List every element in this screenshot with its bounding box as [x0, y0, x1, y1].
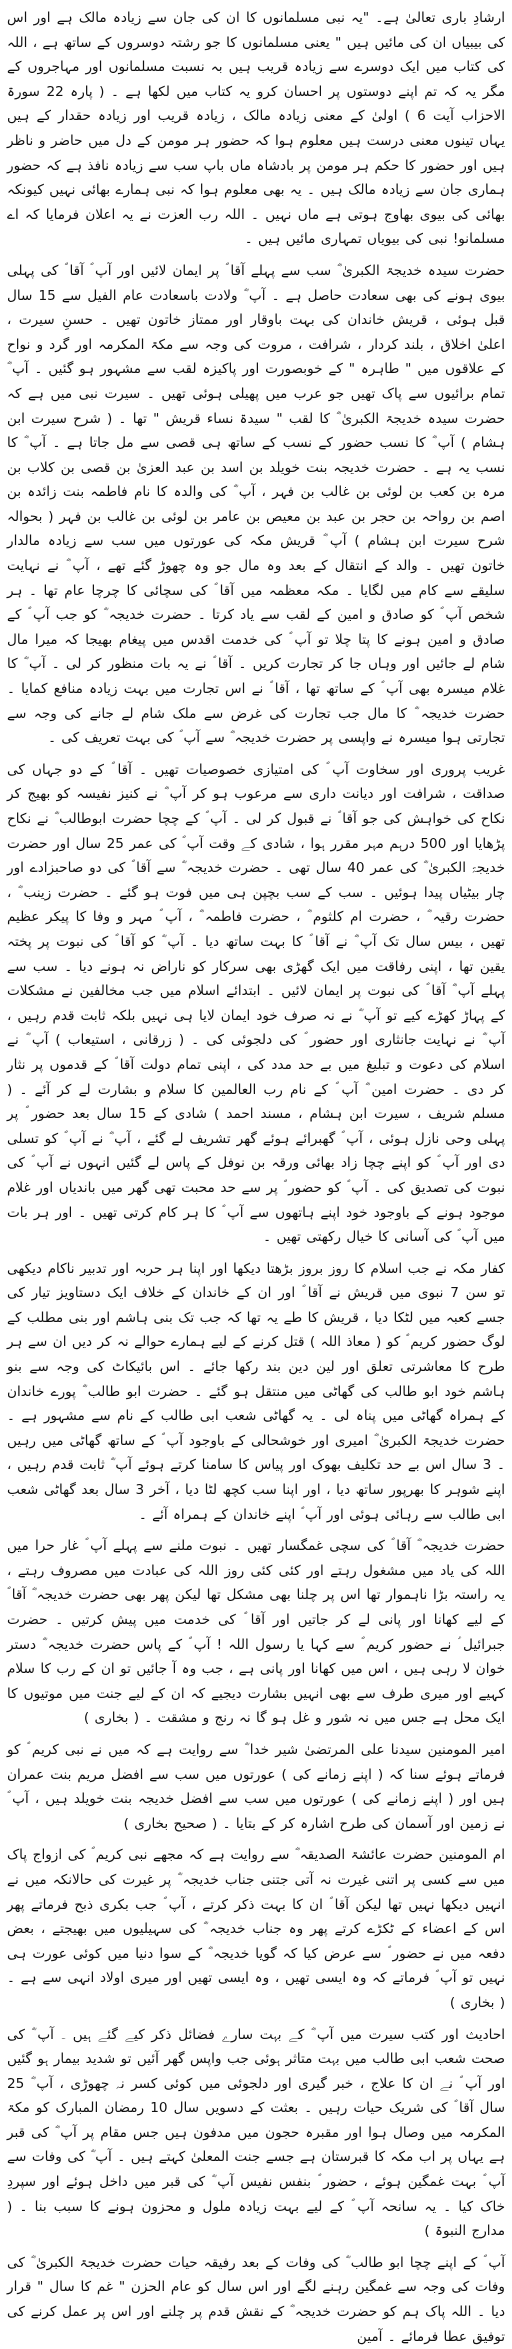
article-paragraph: کفار مکہ نے جب اسلام کا روز بروز بڑھتا دیکھا اور اپنا ہر حربہ اور تدبیر ناکام دیکھی تو سن 7 نبوی میں قریش نے آقا ؐ اور ان کے خاندان کے خلاف ایک دستاویز تیار کی جسے کعبہ میں لٹکا دیا ، قریش کا طے یہ تھا کہ جب تک بنی ہاشم اور بنی مطلب کے لوگ حضور کریم ؐ کو ( معاذ اللہ ) قتل کرنے کے لیے ہمارے حوالے نہ کر دیں ان سے ہر طرح کا معاشرتی تعلق اور لین دین بند رکھا جائے ۔ اس بائیکاٹ کی وجہ سے بنو ہاشم خود ابو طالب کی گھاٹی میں منتقل ہو گئے ۔ حضرت ابو طالب ؓ پورے خاندان کے ہمراہ گھاٹی میں پناہ لی ۔ یہ گھاٹی شعب ابی طالب کے نام سے مشہور ہے ۔ حضرت خدیجۃ الکبریٰ ؓ امیری اور خوشحالی کے باوجود آپ ؐ کے ساتھ گھاٹی میں رہیں ۔ 3 سال اس بے حد تکلیف بھوک اور پیاس کا سامنا کرتے ہوئے آپ ؓ ثابت قدم رہیں ، اپنے شوہر کا بھرپور ساتھ دیا ، اور اپنا سب کچھ لٹا دیا ، آخر 3 سال بعد گھاٹی شعب ابی طالب سے رہائی ہوئی اور آپ ؐ اپنے خاندان کے ہمراہ آئے ۔ [7, 1260, 506, 1523]
article-paragraph: ام المومنین حضرت عائشۃ الصدیقہ ؓ سے روایت ہے کہ مجھے نبی کریم ؐ کی ازواج پاک میں سے کسی پر اتنی غیرت نہ آتی جتنی جناب خدیجہ ؓ پر غیرت کی حالانکہ میں نے انہیں دیکھا نہیں تھا لیکن آقا ؐ ان کا بہت ذکر کرتے ، آپ ؐ جب بکری ذبح فرماتے پھر اس کے اعضاء کے ٹکڑے کرتے پھر وہ جناب خدیجہ ؓ کی سہیلیوں میں بھیجتے ، بعض دفعہ میں نے حضور ؐ سے عرض کیا کہ گویا خدیجہ ؓ کے سوا دنیا میں کوئی عورت ہی نہیں تو آپ ؐ فرماتے کہ وہ ایسی تھیں ، وہ ایسی تھیں اور میری اولاد انہی سے ہے ۔ ( بخاری ) [7, 1847, 505, 2011]
article-paragraph: ارشادِ باری تعالیٰ ہے۔ "یہ نبی مسلمانوں کا ان کی جان سے زیادہ مالک ہے اور اس کی بیبیاں ان کی مائیں ہیں " یعنی مسلمانوں کا جو رشتہ دوسروں کے ساتھ ہے ، اللہ کی کتاب میں ایک دوسرے سے زیادہ قریب ہیں بہ نسبت مسلمانوں اور مہاجروں کے مگر یہ کہ تم اپنے دوستوں پر احسان کرو یہ کتاب میں لکھا ہے ۔ ( پارہ 22 سورۃ الاحزاب آیت 6 ) اولیٰ کے معنی زیادہ مالک ، زیادہ قریب اور زیادہ حقدار کے ہیں یہاں تینوں معنی درست ہیں معلوم ہوا کہ حضور ہر مومن کے دل میں حاضر و ناظر ہیں اور حضور کا حکم ہر مومن پر بادشاہ ماں باپ سب سے زیادہ نافذ ہے کہ حضور ہماری جان سے زیادہ مالک ہیں ۔ یہ بھی معلوم ہوا کہ نبی ہمارے بھائی نہیں کیونکہ بھائی کی بیوی بھاوج ہوتی ہے ماں نہیں ۔ اللہ رب العزت نے یہ اعلان فرمایا کہ اے مسلمانو! نبی کی بیویاں تمہاری مائیں ہیں ۔ [7, 10, 506, 248]
article-paragraph: حضرت سیدہ خدیجۃ الکبریٰ ؓ سب سے پہلے آقا ؐ پر ایمان لائیں اور آپ ؐ آقا ؐ کی پہلی بیوی ہونے کی بھی سعادت حاصل ہے ۔ آپ ؓ ولادت باسعادت عام الفیل سے 15 سال قبل ہوئی ، قریش خاندان کی بہت باوقار اور ممتاز خاتون تھیں ۔ حسنِ سیرت ، اعلیٰ اخلاق ، بلند کردار ، شرافت ، مروت کی وجہ سے مکۃ المکرمہ اور گرد و نواح کے علاقوں میں " طاہرہ " کے خوبصورت اور پاکیزہ لقب سے مشہور ہو گئیں ۔ آپ ؓ تمام برائیوں سے پاک تھیں جو عرب میں پھیلی ہوئی تھیں ۔ سیرت نبی میں ہے کہ حضرت سیدہ خدیجۃ الکبریٰ ؓ کا لقب " سیدۃ نساء قریش " تھا ۔ ( شرح سیرت ابن ہشام ) آپ ؓ کا نسب حضور کے نسب کے ساتھ ہی قصی سے مل جاتا ہے ۔ آپ ؓ کا نسب یہ ہے ۔ حضرت خدیجہ بنت خویلد بن اسد بن عبد العزیٰ بن قصی بن کلاب بن مرہ بن کعب بن لوئی بن غالب بن فہر ، آپ ؓ کی والدہ کا نام فاطمہ بنت زائدہ بن اصم بن رواحہ بن حجر بن عبد بن معیص بن عامر بن لوئی بن غالب بن فہر ( بحوالہ شرح سیرت ابن ہشام ) آپ ؓ قریش مکہ کی عورتوں میں سب سے زیادہ مالدار خاتون تھیں ۔ والد کے انتقال کے بعد وہ مال جو وہ چھوڑ گئے تھے ، آپ ؓ نے نہایت سلیقے سے کام میں لگایا ۔ مکہ معظمہ میں آقا ؐ کی سچائی کا چرچا عام تھا ۔ ہر شخص آپ ؐ کو صادق و امین کے لقب سے یاد کرتا ۔ حضرت خدیجہ ؓ کو جب آپ ؐ کے صادق و امین ہونے کا پتا چلا تو آپ ؐ کی خدمت اقدس میں پیغام بھیجا کہ میرا مال شام لے جائیں اور وہاں جا کر تجارت کریں ۔ آقا ؐ نے یہ بات منظور کر لی ۔ آپ ؓ کا غلام میسرہ بھی آپ ؐ کے ساتھ تھا ، آقا ؐ نے اس تجارت میں بہت زیادہ منافع کمایا ۔ حضرت خدیجہ ؓ کا مال جب تجارت کی غرض سے ملک شام لے جانے کی وجہ سے تجارتی ہوا میسرہ نے واپسی پر حضرت خدیجہ ؓ سے آپ ؐ کی بہت تعریف کی ۔ [7, 262, 505, 747]
article-paragraph: غریب پروری اور سخاوت آپ ؐ کی امتیازی خصوصیات تھیں ۔ آقا ؐ کے دو جہاں کی صداقت ، شرافت اور دیانت داری سے مرعوب ہو کر آپ ؓ نے کنیز نفیسہ کو بھیج کر نکاح کی خواہش کی جو آقا ؐ نے قبول کر لی ۔ آپ ؐ کے چچا حضرت ابوطالب ؓ نے نکاح پڑھایا اور 500 درہم مہر مقرر ہوا ، شادی کے وقت آپ ؐ کی عمر 25 سال اور حضرت خدیجۃ الکبریٰ ؓ کی عمر 40 سال تھی ۔ حضرت خدیجہ ؓ سے آقا ؐ کی دو صاحبزادے اور چار بیٹیاں پیدا ہوئیں ۔ سب کے سب بچپن ہی میں فوت ہو گئے ۔ حضرت زینب ؓ ، حضرت رقیہ ؓ ، حضرت ام کلثوم ؓ ، حضرت فاطمہ ؓ ، آپ ؐ مہر و وفا کا پیکر عظیم تھیں ، بیس سال تک آپ ؓ نے آقا ؐ کا بہت ساتھ دیا ۔ آپ ؓ کو آقا ؐ کی نبوت پر پختہ یقین تھا ، اپنی رفاقت میں ایک گھڑی بھی سرکار کو ناراض نہ ہونے دیا ۔ سب سے پہلے آپ ؓ آقا ؐ کی نبوت پر ایمان لائیں ۔ ابتدائے اسلام میں جب مخالفین نے مشکلات کے پہاڑ کھڑے کیے تو آپ ؓ نے نہ صرف خود ایمان لایا ہی نہیں بلکہ ثابت قدم رہیں ، آپ ؓ نے نہایت جانثاری اور حضور ؐ کی دلجوئی کی ۔ ( زرقانی ، استیعاب ) آپ ؓ نے اسلام کی دعوت و تبلیغ میں بے حد مدد کی ، اپنی تمام دولت آقا ؐ کے قدموں پر نثار کر دی ۔ حضرت امین ؓ آپ ؐ کے نام رب العالمین کا سلام و بشارت لے کر آئے ۔ ( مسلم شریف ، سیرت ابن ہشام ، مسند احمد ) شادی کے 15 سال بعد حضور ؐ پر پہلی وحی نازل ہوئی ، آپ ؐ گھبرائے ہوئے گھر تشریف لے گئے ، آپ ؓ نے آپ ؐ کو تسلی دی اور آپ ؐ کو اپنے چچا زاد بھائی ورقہ بن نوفل کے پاس لے گئیں انہوں نے آپ ؐ کی نبوت کی تصدیق کی ۔ آپ ؐ کو حضور ؐ پر سے حد محبت تھی گھر میں باندیاں اور غلام موجود ہونے کے باوجود خود اپنے ہاتھوں سے آپ ؐ کا ہر کام کرتی تھیں ۔ اور ہر بات میں آپ ؐ کی آسانی کا خیال رکھتی تھیں ۔ [7, 761, 505, 1246]
article-paragraph: احادیث اور کتب سیرت میں آپ ؓ کے بہت سارے فضائل ذکر کیے گئے ہیں ۔ آپ ؓ کی صحت شعب ابی طالب میں بہت متاثر ہوئی جب واپس گھر آئیں تو شدید بیمار ہو گئیں اور آپ ؐ نے ان کا علاج ، خبر گیری اور دلجوئی میں کوئی کسر نہ چھوڑی ، آپ ؓ 25 سال آقا ؐ کی شریک حیات رہیں ۔ بعثت کے دسویں سال 10 رمضان المبارک کو مکۃ المکرمہ میں وصال ہوا اور مقبرہ حجون میں مدفون ہیں جس مقام پر آپ ؓ کی قبر ہے یہاں پر اب مکہ کا قبرستان ہے جسے جنت المعلیٰ کہتے ہیں ۔ آپ ؓ کی وفات سے آپ ؐ بہت غمگین ہوئے ، حضور ؐ بنفس نفیس آپ ؓ کی قبر میں داخل ہوئے اور سپردِ خاک کیا ۔ یہ سانحہ آپ ؐ کے لیے بہت زیادہ ملول و محزون ہونے کا سبب بنا ۔ ( مدارج النبوۃ ) [7, 2026, 505, 2240]
article-paragraph: امیر المومنین سیدنا علی المرتضیٰ شیر خدا ؓ سے روایت ہے کہ میں نے نبی کریم ؐ کو فرماتے ہوئے سنا کہ ( اپنے زمانے کی ) عورتوں میں سب سے افضل مریم بنت عمران ہیں اور ( اپنے زمانے کی ) عورتوں میں سب سے افضل خدیجہ بنت خویلد ہیں ، آپ ؐ نے زمین اور آسمان کی طرح اشارہ کر کے بتایا ۔ ( صحیح بخاری ) [7, 1741, 505, 1832]
article-paragraph: حضرت خدیجہ ؓ آقا ؐ کی سچی غمگسار تھیں ۔ نبوت ملنے سے پہلے آپ ؐ غار حرا میں اللہ کی یاد میں مشغول رہتے اور کئی کئی روز اللہ کی عبادت میں مصروف رہتے ، یہ راستہ بڑا ناہموار تھا اس پر چلنا بھی مشکل تھا لیکن پھر بھی حضرت خدیجہ ؓ آقا ؐ کے لیے کھانا اور پانی لے کر جاتیں اور آقا ؐ کی خدمت میں پیش کرتیں ۔ حضرت جبرائیل ؑ نے حضور کریم ؐ سے کہا یا رسول اللہ ! آپ ؐ کے پاس حضرت خدیجہ ؓ دستر خوان لا رہی ہیں ، اس میں کھانا اور پانی ہے ، جب وہ آ جائیں تو ان کے رب کا سلام کہیے اور میری طرف سے بھی انہیں بشارت دیجیے کہ ان کے لیے جنت میں موتیوں کا ایک محل ہے جس میں نہ شور و غل ہو گا نہ رنج و مشقت ۔ ( بخاری ) [7, 1538, 505, 1727]
article-paragraph: آپ ؐ کے اپنے چچا ابو طالب ؓ کی وفات کے بعد رفیقہ حیات حضرت خدیجۃ الکبریٰ ؓ کی وفات کی وجہ سے غمگین رہنے لگے اور اس سال کو عام الحزن " غم کا سال " قرار دیا ۔ اللہ پاک ہم کو حضرت خدیجہ ؓ کے نقش قدم پر چلنے اور اس پر عمل کرنے کی توفیق عطا فرمائے ۔ آمین [7, 2254, 505, 2345]
